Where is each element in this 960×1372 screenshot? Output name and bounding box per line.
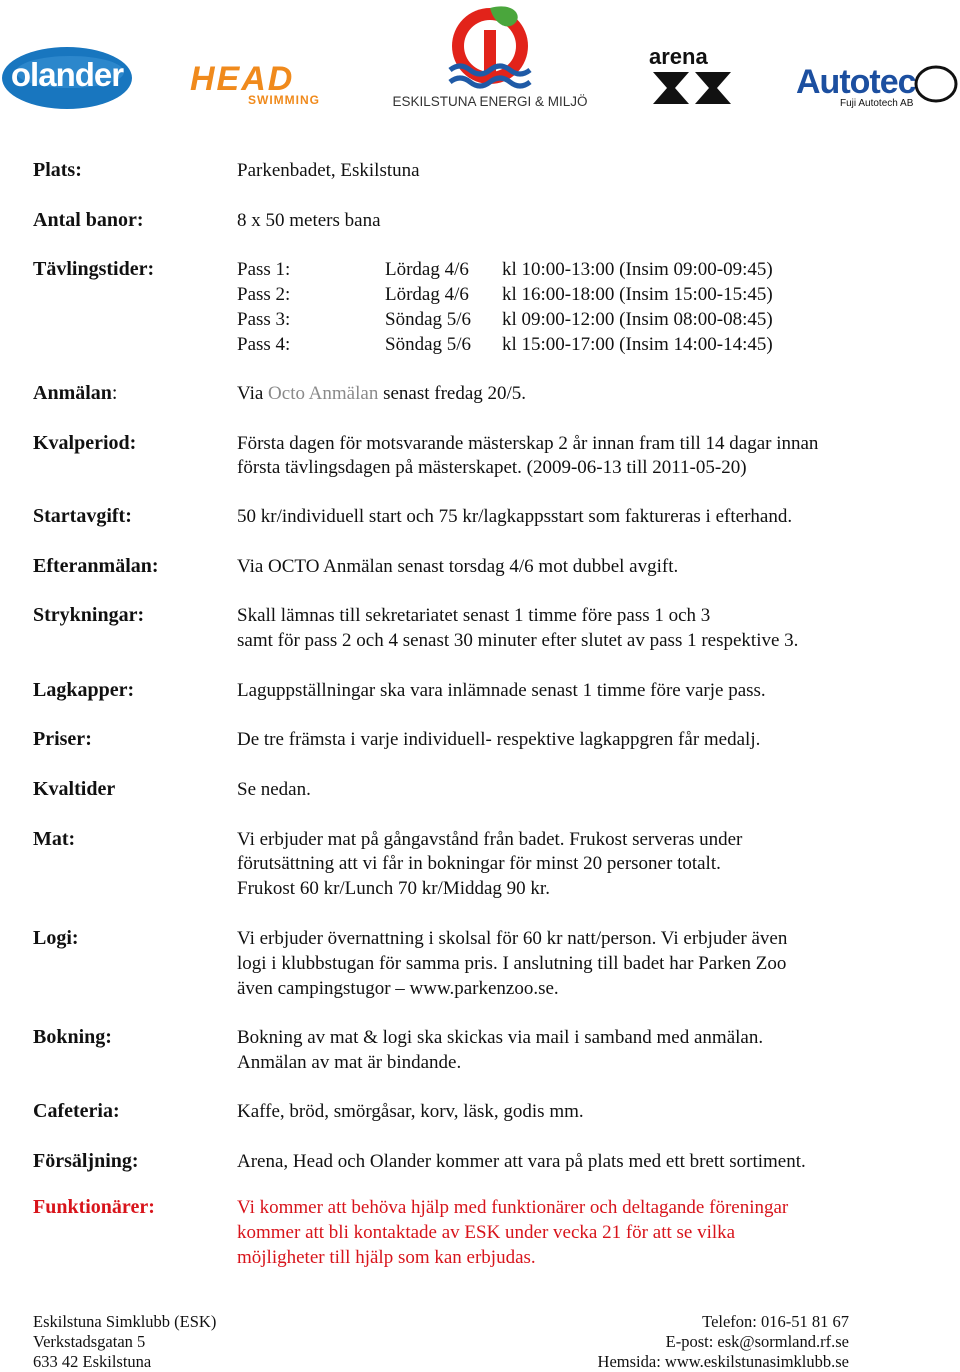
pass-day: Lördag 4/6 bbox=[385, 284, 469, 305]
footer-email[interactable]: E-post: esk@sormland.rf.se bbox=[665, 1332, 849, 1351]
strykningar-line2: samt för pass 2 och 4 senast 30 minuter efter slutet av pass 1 respektive 3. bbox=[237, 630, 799, 651]
footer-phone: Telefon: 016-51 81 67 bbox=[702, 1312, 849, 1331]
kvaltider-value: Se nedan. bbox=[237, 779, 311, 800]
autotec-text: Autotec bbox=[796, 63, 916, 101]
energi-logo bbox=[390, 0, 590, 115]
plats-label: Plats: bbox=[33, 159, 82, 181]
sponsor-logos bbox=[0, 0, 960, 125]
footer-web[interactable]: Hemsida: www.eskilstunasimklubb.se bbox=[597, 1352, 849, 1371]
pass-time: kl 16:00-18:00 (Insim 15:00-15:45) bbox=[502, 284, 773, 305]
mat-label: Mat: bbox=[33, 828, 76, 850]
pass-day: Söndag 5/6 bbox=[385, 334, 472, 355]
head-text: HEAD bbox=[190, 60, 295, 98]
startavgift-label: Startavgift: bbox=[33, 505, 132, 527]
pass-time: kl 10:00-13:00 (Insim 09:00-09:45) bbox=[502, 259, 773, 280]
priser-value: De tre främsta i varje individuell- respektive lagkappgren får medalj. bbox=[237, 729, 761, 750]
funktionarer-line2: kommer att bli kontaktade av ESK under vecka 21 för att se vilka bbox=[237, 1222, 736, 1243]
anmalan-label-colon: : bbox=[111, 382, 118, 404]
lagkapper-value: Laguppställningar ska vara inlämnade senast 1 timme före varje pass. bbox=[237, 680, 766, 701]
strykningar-line1: Skall lämnas till sekretariatet senast 1 timme före pass 1 och 3 bbox=[237, 605, 711, 626]
mat-line1: Vi erbjuder mat på gångavstånd från badet. Frukost serveras under bbox=[237, 829, 743, 850]
octo-anmalan-link[interactable]: Octo Anmälan bbox=[268, 383, 379, 404]
forsaljning-label: Försäljning: bbox=[33, 1150, 139, 1172]
olander-text: olander bbox=[10, 56, 124, 93]
arena-text: arena bbox=[649, 44, 708, 69]
logi-line2: logi i klubbstugan för samma pris. I anslutning till badet har Parken Zoo bbox=[237, 953, 787, 974]
olander-logo bbox=[0, 45, 134, 111]
pass-day: Söndag 5/6 bbox=[385, 309, 472, 330]
autotec-sub-text: Fuji Autotech AB bbox=[840, 98, 914, 109]
autotec-logo bbox=[796, 64, 960, 112]
plats-value: Parkenbadet, Eskilstuna bbox=[237, 160, 420, 181]
mat-line2: förutsättning att vi får in bokningar för minst 20 personer totalt. bbox=[237, 853, 721, 874]
lagkapper-label: Lagkapper: bbox=[33, 679, 135, 701]
footer-street: Verkstadsgatan 5 bbox=[33, 1332, 146, 1351]
efteranmalan-value: Via OCTO Anmälan senast torsdag 4/6 mot dubbel avgift. bbox=[237, 556, 679, 577]
pass-name: Pass 3: bbox=[237, 309, 291, 330]
head-sub-text: SWIMMING bbox=[248, 93, 320, 107]
anmalan-label-text: Anmälan bbox=[33, 382, 112, 404]
funktionarer-label: Funktionärer: bbox=[33, 1196, 155, 1218]
startavgift-value: 50 kr/individuell start och 75 kr/lagkappsstart som faktureras i efterhand. bbox=[237, 506, 793, 527]
bokning-label: Bokning: bbox=[33, 1026, 112, 1048]
banor-label: Antal banor: bbox=[33, 209, 144, 231]
strykningar-label: Strykningar: bbox=[33, 604, 145, 626]
pass-time: kl 15:00-17:00 (Insim 14:00-14:45) bbox=[502, 334, 773, 355]
footer-city: 633 42 Eskilstuna bbox=[33, 1352, 152, 1371]
kvalperiod-line2: första tävlingsdagen på mästerskapet. (2009-06-13 till 2011-05-20) bbox=[237, 457, 747, 478]
pass-time: kl 09:00-12:00 (Insim 08:00-08:45) bbox=[502, 309, 773, 330]
footer-org: Eskilstuna Simklubb (ESK) bbox=[33, 1312, 217, 1331]
mat-line3: Frukost 60 kr/Lunch 70 kr/Middag 90 kr. bbox=[237, 878, 550, 899]
logi-label: Logi: bbox=[33, 927, 79, 949]
anmalan-pre: Via bbox=[237, 383, 269, 404]
kvalperiod-label: Kvalperiod: bbox=[33, 432, 137, 454]
banor-value: 8 x 50 meters bana bbox=[237, 210, 381, 231]
funktionarer-line1: Vi kommer att behöva hjälp med funktionärer och deltagande föreningar bbox=[237, 1197, 789, 1218]
kvaltider-label: Kvaltider bbox=[33, 778, 116, 800]
cafeteria-label: Cafeteria: bbox=[33, 1100, 120, 1122]
bokning-line1: Bokning av mat & logi ska skickas via mail i samband med anmälan. bbox=[237, 1027, 764, 1048]
logi-line3: även campingstugor – www.parkenzoo.se. bbox=[237, 978, 559, 999]
tider-label: Tävlingstider: bbox=[33, 258, 155, 280]
funktionarer-line3: möjligheter till hjälp som kan erbjudas. bbox=[237, 1247, 536, 1268]
pass-name: Pass 1: bbox=[237, 259, 291, 280]
bokning-line2: Anmälan av mat är bindande. bbox=[237, 1052, 462, 1073]
cafeteria-value: Kaffe, bröd, smörgåsar, korv, läsk, godis mm. bbox=[237, 1101, 584, 1122]
priser-label: Priser: bbox=[33, 728, 92, 750]
head-logo bbox=[190, 62, 342, 108]
logi-line1: Vi erbjuder övernattning i skolsal för 60 kr natt/person. Vi erbjuder även bbox=[237, 928, 788, 949]
forsaljning-value: Arena, Head och Olander kommer att vara på plats med ett brett sortiment. bbox=[237, 1151, 806, 1172]
anmalan-value bbox=[237, 381, 526, 406]
pass-name: Pass 2: bbox=[237, 284, 291, 305]
anmalan-post: senast fredag 20/5. bbox=[378, 383, 527, 404]
energi-text: ESKILSTUNA ENERGI & MILJÖ bbox=[392, 94, 588, 109]
pass-name: Pass 4: bbox=[237, 334, 291, 355]
anmalan-label bbox=[33, 381, 117, 406]
efteranmalan-label: Efteranmälan: bbox=[33, 555, 159, 577]
kvalperiod-line1: Första dagen för motsvarande mästerskap 2 år innan fram till 14 dagar innan bbox=[237, 433, 819, 454]
pass-day: Lördag 4/6 bbox=[385, 259, 469, 280]
arena-logo bbox=[645, 46, 740, 108]
